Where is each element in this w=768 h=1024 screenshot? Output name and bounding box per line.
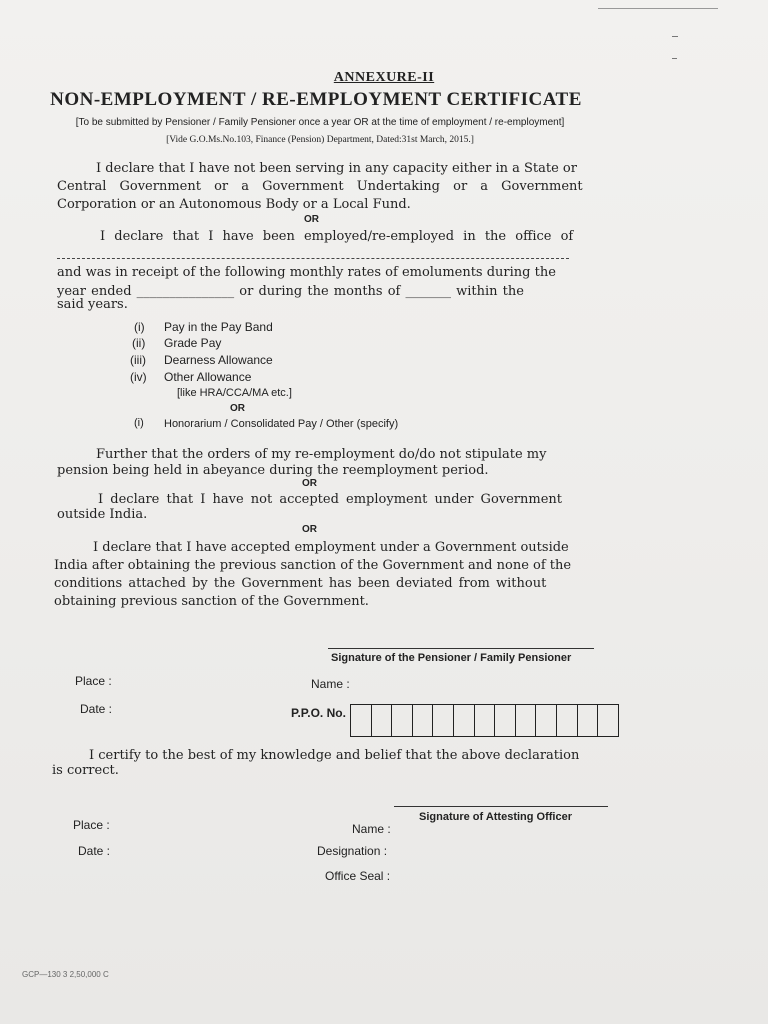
emolument-num: (iv) (130, 370, 147, 384)
ppo-digit-box[interactable] (392, 705, 413, 736)
ppo-digit-box[interactable] (495, 705, 516, 736)
declaration-2-line-2: and was in receipt of the following monthly rates of emoluments during the (57, 265, 556, 280)
ppo-digit-box[interactable] (598, 705, 618, 736)
go-reference: [Vide G.O.Ms.No.103, Finance (Pension) Department, Dated:31st March, 2015.] (166, 135, 474, 145)
officer-place-label: Place : (73, 818, 110, 832)
submission-note: [To be submitted by Pensioner / Family Pensioner once a year OR at the time of employment / re-employment] (75, 117, 565, 128)
ppo-number-boxes[interactable] (350, 704, 619, 737)
emolument-num: (iii) (130, 353, 146, 367)
declaration-2-line-4: said years. (57, 297, 128, 312)
ppo-digit-box[interactable] (557, 705, 578, 736)
emolument-label: Honorarium / Consolidated Pay / Other (specify) (164, 418, 399, 430)
ppo-label: P.P.O. No. (291, 706, 346, 720)
emolument-num: (ii) (132, 336, 146, 350)
emolument-note: [like HRA/CCA/MA etc.] (177, 387, 292, 399)
pensioner-signature-label: Signature of the Pensioner / Family Pensioner (331, 652, 572, 664)
emolument-label: Pay in the Pay Band (164, 320, 273, 334)
emolument-num: (i) (134, 417, 144, 429)
certify-line-2: is correct. (52, 763, 119, 778)
pensioner-date-label: Date : (80, 702, 113, 716)
or-separator: OR (302, 478, 317, 489)
further-line-2: pension being held in abeyance during the reemployment period. (57, 463, 489, 478)
ppo-digit-box[interactable] (454, 705, 475, 736)
ppo-digit-box[interactable] (516, 705, 537, 736)
pensioner-place-label: Place : (75, 674, 112, 688)
scan-mark (672, 36, 678, 37)
scan-mark (598, 8, 718, 9)
declaration-1-line-1: I declare that I have not been serving in any capacity either in a State or (96, 161, 577, 176)
pensioner-name-label: Name : (311, 677, 350, 691)
or-separator: OR (302, 524, 317, 535)
emolument-label: Other Allowance (164, 370, 252, 384)
emolument-label: Grade Pay (164, 336, 222, 350)
officer-signature-label: Signature of Attesting Officer (419, 811, 572, 823)
declaration-2-line-1: I declare that I have been employed/re-employed in the office of (100, 229, 574, 244)
scan-mark (672, 58, 677, 59)
ppo-digit-box[interactable] (578, 705, 599, 736)
officer-designation-label: Designation : (317, 844, 388, 858)
declaration-3-line-1: I declare that I have not accepted employment under Government (98, 492, 563, 507)
footer-print-code: GCP—130 3 2,50,000 C (22, 970, 109, 979)
declaration-4-line-1: I declare that I have accepted employment under a Government outside (93, 540, 569, 555)
declaration-1-line-3: Corporation or an Autonomous Body or a Local Fund. (57, 197, 411, 212)
officer-seal-label: Office Seal : (325, 869, 391, 883)
ppo-digit-box[interactable] (475, 705, 496, 736)
or-separator: OR (230, 403, 245, 414)
pensioner-signature-line (328, 648, 594, 649)
annexure-label: ANNEXURE-II (333, 70, 435, 85)
declaration-4-line-2: India after obtaining the previous sanction of the Government and none of the (54, 558, 572, 573)
officer-signature-line (394, 806, 608, 807)
further-line-1: Further that the orders of my re-employment do/do not stipulate my (96, 447, 547, 462)
declaration-2-line-3: year ended _______________ or during the months of _______ within the (57, 284, 524, 299)
declaration-4-line-4: obtaining previous sanction of the Government. (54, 594, 369, 609)
declaration-4-line-3: conditions attached by the Government has been deviated from without (54, 576, 547, 591)
office-blank-line (57, 258, 569, 259)
certify-line-1: I certify to the best of my knowledge and belief that the above declaration (89, 748, 580, 763)
certificate-title: NON-EMPLOYMENT / RE-EMPLOYMENT CERTIFICATE (50, 89, 582, 110)
declaration-3-line-2: outside India. (57, 507, 148, 522)
officer-name-label: Name : (352, 822, 391, 836)
ppo-digit-box[interactable] (372, 705, 393, 736)
ppo-digit-box[interactable] (536, 705, 557, 736)
declaration-1-line-2: Central Government or a Government Undertaking or a Government (57, 179, 583, 194)
ppo-digit-box[interactable] (413, 705, 434, 736)
or-separator: OR (304, 214, 319, 225)
emolument-num: (i) (134, 320, 145, 334)
ppo-digit-box[interactable] (351, 705, 372, 736)
emolument-label: Dearness Allowance (164, 353, 273, 367)
ppo-digit-box[interactable] (433, 705, 454, 736)
officer-date-label: Date : (78, 844, 111, 858)
